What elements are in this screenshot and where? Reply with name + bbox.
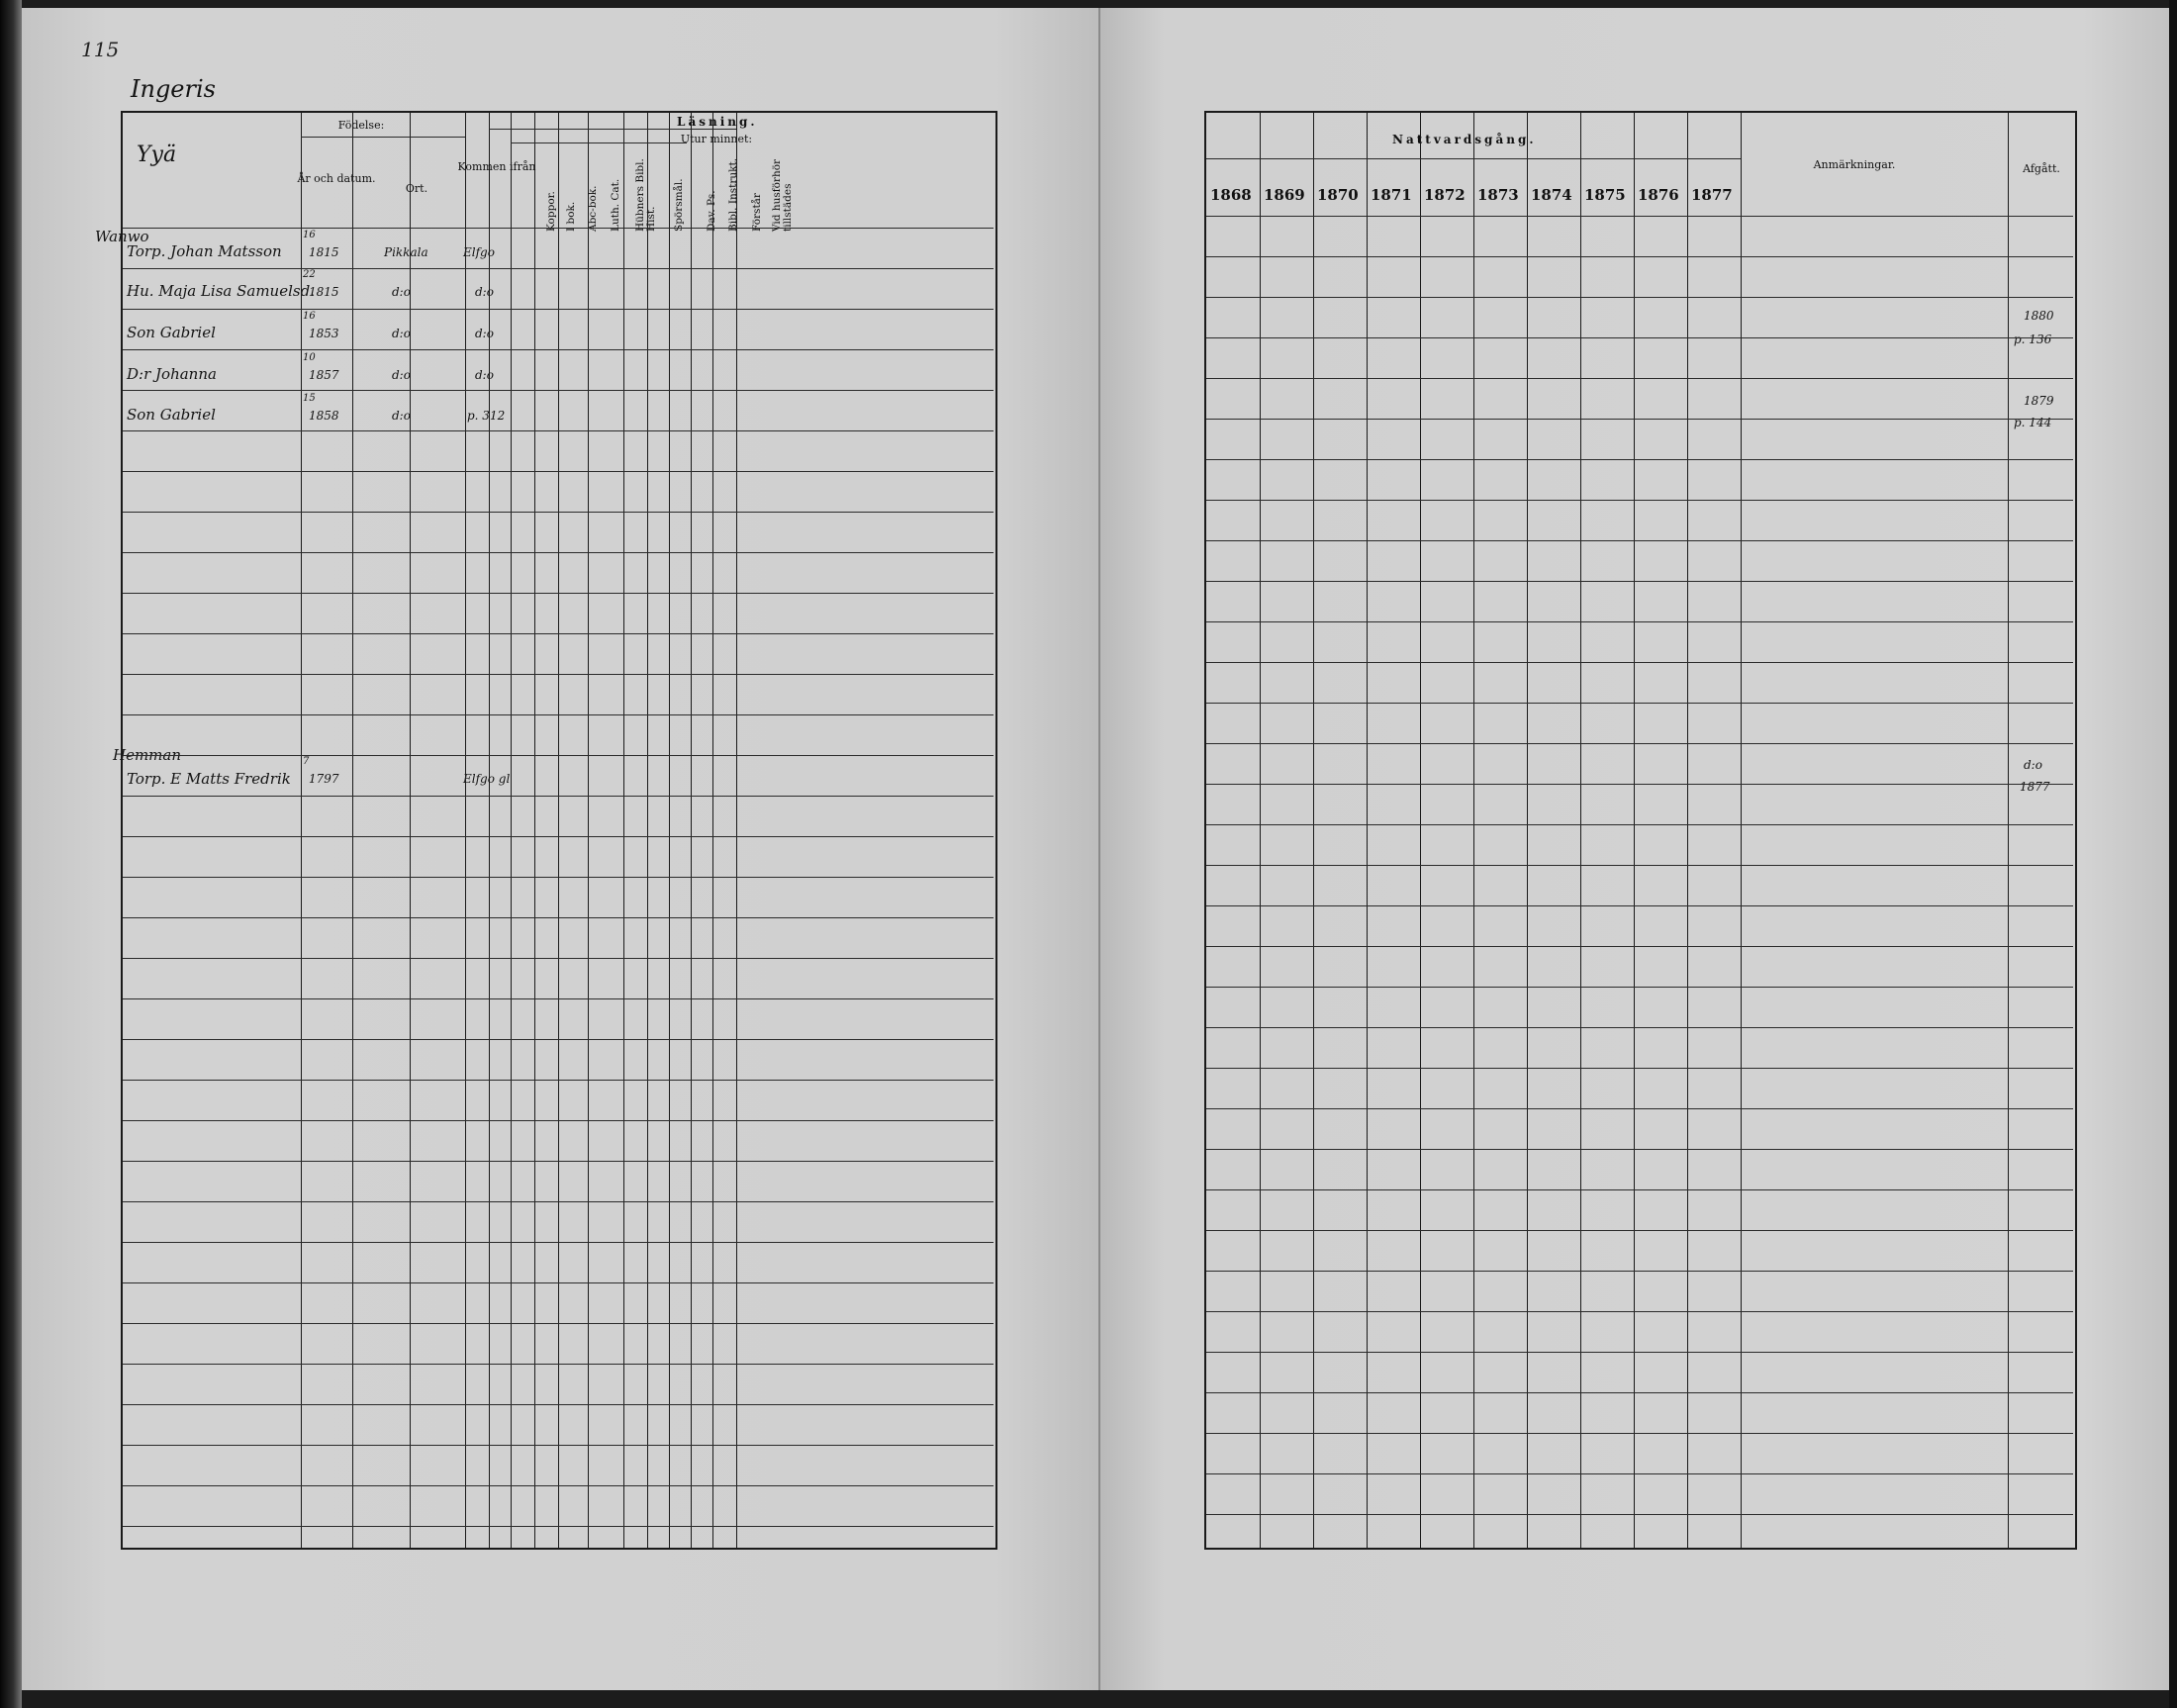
column-rule bbox=[558, 113, 559, 1548]
birth-day: 7 bbox=[303, 756, 310, 767]
birth-year: 1858 bbox=[309, 409, 339, 423]
book-edge-right bbox=[2169, 0, 2177, 1708]
year-1868: 1868 bbox=[1210, 186, 1252, 204]
column-rule bbox=[647, 113, 648, 1548]
row-rule bbox=[1206, 337, 2073, 338]
header-bibl-instrukt: Bibl. Instrukt. bbox=[727, 157, 739, 232]
year-1870: 1870 bbox=[1317, 186, 1359, 204]
column-rule bbox=[736, 113, 737, 1548]
row-rule bbox=[1206, 905, 2073, 906]
village-name: Yyä bbox=[137, 142, 177, 167]
row-rule bbox=[1206, 459, 2073, 460]
header-fodelse: Födelse: bbox=[337, 119, 385, 132]
resident-name: Torp. Johan Matsson bbox=[127, 242, 282, 260]
header-hubners: Hübners Bibl. Hist. bbox=[634, 158, 657, 232]
birth-year: 1853 bbox=[309, 327, 339, 340]
column-rule bbox=[352, 113, 353, 1548]
row-rule bbox=[1206, 1230, 2073, 1231]
row-rule bbox=[123, 1120, 994, 1121]
row-rule bbox=[1206, 1108, 2073, 1109]
column-rule bbox=[588, 113, 589, 1548]
row-rule bbox=[1206, 1271, 2073, 1272]
header-rule bbox=[301, 137, 465, 138]
row-rule bbox=[1206, 1068, 2073, 1069]
column-rule bbox=[1741, 113, 1742, 1548]
resident-name: Hu. Maja Lisa Samuelsd. bbox=[127, 282, 315, 300]
column-rule bbox=[623, 113, 624, 1548]
row-rule bbox=[1206, 1433, 2073, 1434]
row-rule bbox=[123, 430, 994, 431]
resident-name: D:r Johanna bbox=[127, 365, 217, 383]
birth-day: 16 bbox=[303, 311, 316, 322]
header-spornaml: Spörsmål. bbox=[673, 178, 685, 232]
right-page bbox=[1100, 8, 2169, 1690]
census-table-left bbox=[95, 111, 997, 1550]
column-rule bbox=[2008, 113, 2009, 1548]
row-rule bbox=[1206, 297, 2073, 298]
header-ar-och-datum: År och datum. bbox=[297, 172, 376, 185]
came-from: d:o bbox=[475, 368, 494, 382]
row-rule bbox=[123, 1323, 994, 1324]
row-rule bbox=[123, 1404, 994, 1405]
column-rule bbox=[511, 113, 512, 1548]
resident-name: Son Gabriel bbox=[127, 406, 216, 424]
row-rule bbox=[1206, 865, 2073, 866]
birth-place: Pikkala bbox=[384, 245, 428, 259]
row-rule bbox=[1206, 1189, 2073, 1190]
header-rule bbox=[123, 228, 994, 229]
header-forstar: Förstår bbox=[751, 193, 763, 232]
column-rule bbox=[1313, 113, 1314, 1548]
row-rule bbox=[1206, 703, 2073, 704]
came-from: Elfgo bbox=[463, 245, 495, 259]
column-rule bbox=[1260, 113, 1261, 1548]
row-rule bbox=[123, 796, 994, 797]
row-rule bbox=[123, 1201, 994, 1202]
row-rule bbox=[1206, 540, 2073, 541]
year-1872: 1872 bbox=[1424, 186, 1466, 204]
row-rule bbox=[1206, 1149, 2073, 1150]
birth-place: d:o bbox=[392, 409, 411, 423]
birth-year: 1797 bbox=[309, 772, 339, 786]
birth-place: d:o bbox=[392, 327, 411, 340]
column-rule bbox=[669, 113, 670, 1548]
birth-place: d:o bbox=[392, 368, 411, 382]
row-rule bbox=[1206, 1392, 2073, 1393]
left-page bbox=[22, 8, 1102, 1690]
row-rule bbox=[1206, 378, 2073, 379]
came-from: d:o bbox=[475, 327, 494, 340]
year-1873: 1873 bbox=[1477, 186, 1519, 204]
header-rule bbox=[1206, 216, 2073, 217]
column-rule bbox=[1634, 113, 1635, 1548]
resident-name: Torp. E Matts Fredrik bbox=[127, 770, 291, 788]
row-rule bbox=[1206, 1311, 2073, 1312]
header-vid-husforhor: Vid husförhör tillstädes bbox=[771, 158, 794, 232]
header-kommen-ifran: Kommen ifrån bbox=[457, 160, 536, 173]
row-rule bbox=[1206, 500, 2073, 501]
row-rule bbox=[123, 674, 994, 675]
row-rule bbox=[123, 309, 994, 310]
header-dav-ps: Dav. Ps. bbox=[706, 190, 717, 232]
header-rule bbox=[1206, 158, 1741, 159]
row-rule bbox=[1206, 662, 2073, 663]
birth-year: 1857 bbox=[309, 368, 339, 382]
birth-year: 1815 bbox=[309, 285, 339, 299]
column-rule bbox=[1473, 113, 1474, 1548]
came-from: p. 312 bbox=[467, 409, 506, 423]
year-1869: 1869 bbox=[1264, 186, 1305, 204]
row-rule bbox=[1206, 946, 2073, 947]
year-1876: 1876 bbox=[1638, 186, 1679, 204]
row-rule bbox=[123, 714, 994, 715]
column-rule bbox=[410, 113, 411, 1548]
header-rule bbox=[489, 129, 736, 130]
header-afgatt: Afgått. bbox=[2023, 162, 2060, 175]
column-rule bbox=[1687, 113, 1688, 1548]
row-rule bbox=[123, 877, 994, 878]
farm-name-1: Wanwo bbox=[95, 228, 149, 245]
row-rule bbox=[1206, 419, 2073, 420]
year-1877: 1877 bbox=[1691, 186, 1733, 204]
column-rule bbox=[712, 113, 713, 1548]
row-rule bbox=[123, 1080, 994, 1081]
book-edge-left bbox=[0, 0, 22, 1708]
header-abc-bok: Abc-bok. bbox=[587, 185, 599, 232]
row-rule bbox=[1206, 987, 2073, 988]
afgatt-reference: p. 144 bbox=[2014, 416, 2052, 429]
row-rule bbox=[123, 1364, 994, 1365]
row-rule bbox=[123, 836, 994, 837]
header-i-bok: I bok. bbox=[565, 201, 577, 232]
row-rule bbox=[123, 593, 994, 594]
row-rule bbox=[123, 512, 994, 513]
header-nattvardsgang: Nattvardsgång. bbox=[1392, 133, 1537, 146]
column-rule bbox=[1527, 113, 1528, 1548]
row-rule bbox=[123, 1282, 994, 1283]
row-rule bbox=[1206, 784, 2073, 785]
birth-place: d:o bbox=[392, 285, 411, 299]
row-rule bbox=[123, 1039, 994, 1040]
row-rule bbox=[1206, 1027, 2073, 1028]
row-rule bbox=[123, 390, 994, 391]
farm-name-2: Hemman bbox=[113, 746, 182, 764]
row-rule bbox=[123, 633, 994, 634]
year-1871: 1871 bbox=[1371, 186, 1412, 204]
parish-name: Ingeris bbox=[131, 75, 216, 103]
row-rule bbox=[123, 1526, 994, 1527]
row-rule bbox=[1206, 1352, 2073, 1353]
header-luth-cat: Luth. Cat. bbox=[610, 178, 621, 232]
column-rule bbox=[1420, 113, 1421, 1548]
column-rule bbox=[301, 113, 302, 1548]
row-rule bbox=[1206, 743, 2073, 744]
row-rule bbox=[1206, 1473, 2073, 1474]
header-ort: Ort. bbox=[405, 182, 428, 195]
column-rule bbox=[1367, 113, 1368, 1548]
row-rule bbox=[123, 471, 994, 472]
column-rule bbox=[465, 113, 466, 1548]
resident-name: Son Gabriel bbox=[127, 324, 216, 341]
row-rule bbox=[123, 349, 994, 350]
header-lasning: Läsning. bbox=[677, 115, 758, 129]
header-utur-minnet: Utur minnet: bbox=[680, 133, 753, 145]
birth-day: 22 bbox=[303, 269, 316, 280]
row-rule bbox=[1206, 1514, 2073, 1515]
afgatt-reference: p. 136 bbox=[2014, 332, 2052, 346]
header-rule bbox=[511, 142, 687, 143]
row-rule bbox=[123, 268, 994, 269]
birth-year: 1815 bbox=[309, 245, 339, 259]
row-rule bbox=[123, 552, 994, 553]
column-rule bbox=[534, 113, 535, 1548]
row-rule bbox=[123, 755, 994, 756]
row-rule bbox=[1206, 581, 2073, 582]
came-from: d:o bbox=[475, 285, 494, 299]
header-anmarkningar: Anmärkningar. bbox=[1813, 158, 1896, 171]
afgatt-year: 1880 bbox=[2024, 309, 2054, 323]
column-rule bbox=[489, 113, 490, 1548]
birth-day: 10 bbox=[303, 352, 316, 363]
year-1875: 1875 bbox=[1584, 186, 1626, 204]
row-rule bbox=[1206, 256, 2073, 257]
row-rule bbox=[1206, 824, 2073, 825]
row-rule bbox=[123, 917, 994, 918]
row-rule bbox=[123, 1161, 994, 1162]
header-koppor: Koppor. bbox=[545, 191, 557, 232]
birth-day: 15 bbox=[303, 393, 316, 404]
came-from: Elfgo gl bbox=[463, 772, 511, 786]
page-number: 115 bbox=[81, 38, 120, 61]
afgatt-ditto: d:o bbox=[2024, 758, 2042, 772]
row-rule bbox=[123, 998, 994, 999]
afgatt-year: 1879 bbox=[2024, 394, 2054, 408]
year-1874: 1874 bbox=[1531, 186, 1572, 204]
column-rule bbox=[1580, 113, 1581, 1548]
row-rule bbox=[123, 1445, 994, 1446]
column-rule bbox=[691, 113, 692, 1548]
row-rule bbox=[123, 1485, 994, 1486]
birth-day: 16 bbox=[303, 230, 316, 240]
row-rule bbox=[123, 958, 994, 959]
afgatt-year: 1877 bbox=[2020, 780, 2050, 794]
row-rule bbox=[123, 1242, 994, 1243]
communion-table bbox=[1204, 111, 2077, 1550]
row-rule bbox=[1206, 621, 2073, 622]
